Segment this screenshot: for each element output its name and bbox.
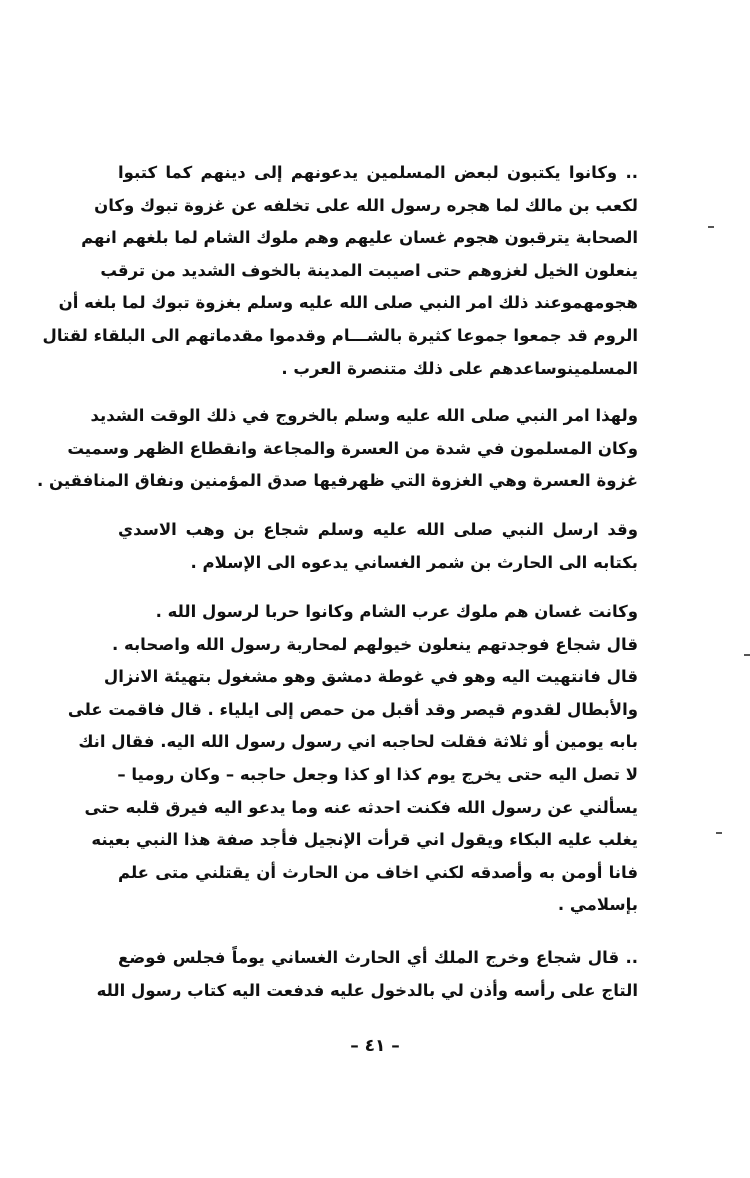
scan-speck xyxy=(716,832,722,834)
paragraph-2 xyxy=(36,400,638,498)
text-line: المسلمينوساعدهم على ذلك متنصرة العرب . xyxy=(281,358,638,378)
scan-speck xyxy=(708,226,714,228)
text-line: فانا أومن به وأصدقه لكني اخاف من الحارث أن يقتلني متى علم xyxy=(118,862,638,882)
text-line: يسألني عن رسول الله فكنت احدثه عنه وما يدعو اليه فيرق قلبه حتى xyxy=(84,797,638,817)
text-line: .. وكانوا يكتبون لبعض المسلمين يدعونهم إلى دينهم كما كتبوا xyxy=(118,163,638,182)
text-line: بإسلامي . xyxy=(557,895,638,915)
text-line: لكعب بن مالك لما هجره رسول الله على تخلفه عن غزوة تبوك وكان xyxy=(94,195,638,215)
text-line: الروم قد جمعوا جموعا كثيرة بالشـــام وقدموا مقدماتهم الى البلقاء لقتال xyxy=(42,325,638,345)
text-line: قال شجاع فوجدتهم ينعلون خيولهم لمحاربة رسول الله واصحابه . xyxy=(111,634,638,654)
text-line: .. قال شجاع وخرج الملك أي الحارث الغساني يوماً فجلس فوضع xyxy=(118,948,638,967)
text-line: يغلب عليه البكاء ويقول اني قرأت الإنجيل فأجد صفة هذا النبي بعينه xyxy=(91,830,638,850)
text-line: ولهذا امر النبي صلى الله عليه وسلم بالخروج في ذلك الوقت الشديد xyxy=(90,406,638,425)
text-line: بابه يومين أو ثلاثة فقلت لحاجبه اني رسول رسول الله اليه. فقال انك xyxy=(78,732,638,752)
text-line: وكان المسلمون في شدة من العسرة والمجاعة وانقطاع الظهر وسميت xyxy=(67,438,638,458)
text-line: بكتابه الى الحارث بن شمر الغساني يدعوه الى الإسلام . xyxy=(190,552,638,572)
text-line: لا تصل اليه حتى يخرج يوم كذا او كذا وجعل حاجبه – وكان روميا – xyxy=(117,764,638,784)
paragraph-5 xyxy=(96,942,638,1007)
paragraph-4 xyxy=(67,596,638,922)
text-line: هجومهموعند ذلك امر النبي صلى الله عليه وسلم بغزوة تبوك لما بلغه أن xyxy=(58,293,638,313)
scan-speck xyxy=(744,654,750,656)
paragraph-3 xyxy=(118,514,638,579)
text-line: وكانت غسان هم ملوك عرب الشام وكانوا حربا لرسول الله . xyxy=(155,602,638,621)
text-line: قال فانتهيت اليه وهو في غوطة دمشق وهو مشغول بتهيئة الانزال xyxy=(103,667,638,687)
text-line: وقد ارسل النبي صلى الله عليه وسلم شجاع بن وهب الاسدي xyxy=(118,520,638,539)
text-line: التاج على رأسه وأذن لي بالدخول عليه فدفعت اليه كتاب رسول الله xyxy=(96,980,638,1000)
text-line: والأبطال لقدوم قيصر وقد أقبل من حمص إلى ايلياء . قال فاقمت على xyxy=(67,699,638,719)
text-line: ينعلون الخيل لغزوهم حتى اصيبت المدينة بالخوف الشديد من ترقب xyxy=(100,260,638,280)
text-line: الصحابة يترقبون هجوم غسان عليهم وهم ملوك الشام لما بلغهم انهم xyxy=(81,228,638,248)
text-line: غزوة العسرة وهي الغزوة التي ظهرفيها صدق المؤمنين ونفاق المنافقين . xyxy=(36,471,638,491)
page-number: – ٤١ – xyxy=(350,1036,400,1056)
paragraph-1 xyxy=(42,157,638,385)
